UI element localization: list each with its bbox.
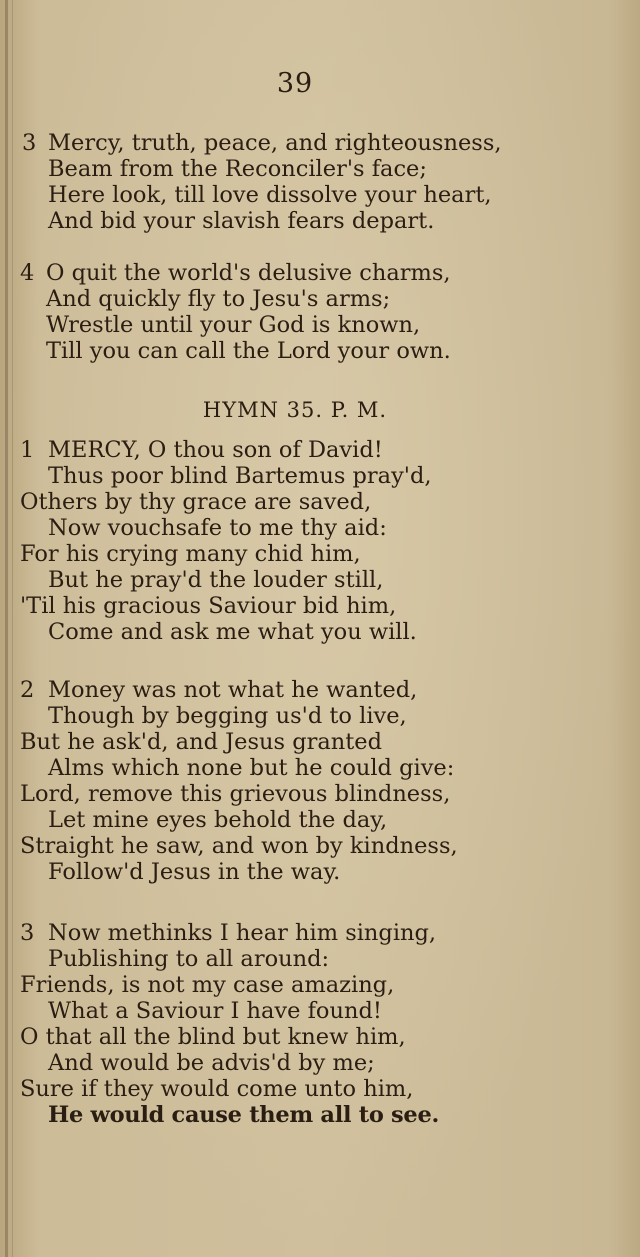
hymn-heading: HYMN 35. P. M. xyxy=(202,398,388,422)
verse-line: But he pray'd the louder still, xyxy=(48,567,384,593)
verse-line: Follow'd Jesus in the way. xyxy=(48,859,341,885)
verse-line: He would cause them all to see. xyxy=(48,1102,439,1128)
verse-line: Money was not what he wanted, xyxy=(48,677,418,703)
page-gutter-left xyxy=(5,0,8,1257)
stanza-number: 2 xyxy=(20,677,35,703)
verse-line: Lord, remove this grievous blindness, xyxy=(20,781,451,807)
verse-line: O quit the world's delusive charms, xyxy=(46,260,451,286)
stanza-number: 3 xyxy=(20,920,35,946)
verse-line: Alms which none but he could give: xyxy=(48,755,455,781)
verse-line: What a Saviour I have found! xyxy=(48,998,382,1024)
verse-line: Friends, is not my case amazing, xyxy=(20,972,395,998)
verse-line: Thus poor blind Bartemus pray'd, xyxy=(48,463,432,489)
verse-line: Sure if they would come unto him, xyxy=(20,1076,414,1102)
verse-line: For his crying many chid him, xyxy=(20,541,361,567)
stanza-number: 1 xyxy=(20,437,35,463)
verse-line: O that all the blind but knew him, xyxy=(20,1024,406,1050)
verse-line: Beam from the Reconciler's face; xyxy=(48,156,427,182)
verse-line: Though by begging us'd to live, xyxy=(48,703,407,729)
verse-line: MERCY, O thou son of David! xyxy=(48,437,383,463)
page-number: 39 xyxy=(276,68,314,99)
verse-line: Mercy, truth, peace, and righteousness, xyxy=(48,130,502,156)
stanza-number: 4 xyxy=(20,260,35,286)
verse-line: Others by thy grace are saved, xyxy=(20,489,372,515)
verse-line: And quickly fly to Jesu's arms; xyxy=(46,286,391,312)
verse-line: But he ask'd, and Jesus granted xyxy=(20,729,383,755)
verse-line: And bid your slavish fears depart. xyxy=(48,208,435,234)
verse-line: Publishing to all around: xyxy=(48,946,330,972)
verse-line: Straight he saw, and won by kindness, xyxy=(20,833,458,859)
verse-line: And would be advis'd by me; xyxy=(48,1050,375,1076)
verse-line: Let mine eyes behold the day, xyxy=(48,807,388,833)
verse-line: Now methinks I hear him singing, xyxy=(48,920,437,946)
verse-line: Wrestle until your God is known, xyxy=(46,312,421,338)
verse-line: Till you can call the Lord your own. xyxy=(46,338,451,364)
page-gutter-inner xyxy=(12,0,13,1257)
verse-line: Here look, till love dissolve your heart, xyxy=(48,182,492,208)
verse-line: 'Til his gracious Saviour bid him, xyxy=(20,593,397,619)
verse-line: Now vouchsafe to me thy aid: xyxy=(48,515,387,541)
verse-line: Come and ask me what you will. xyxy=(48,619,417,645)
stanza-number: 3 xyxy=(22,130,37,156)
